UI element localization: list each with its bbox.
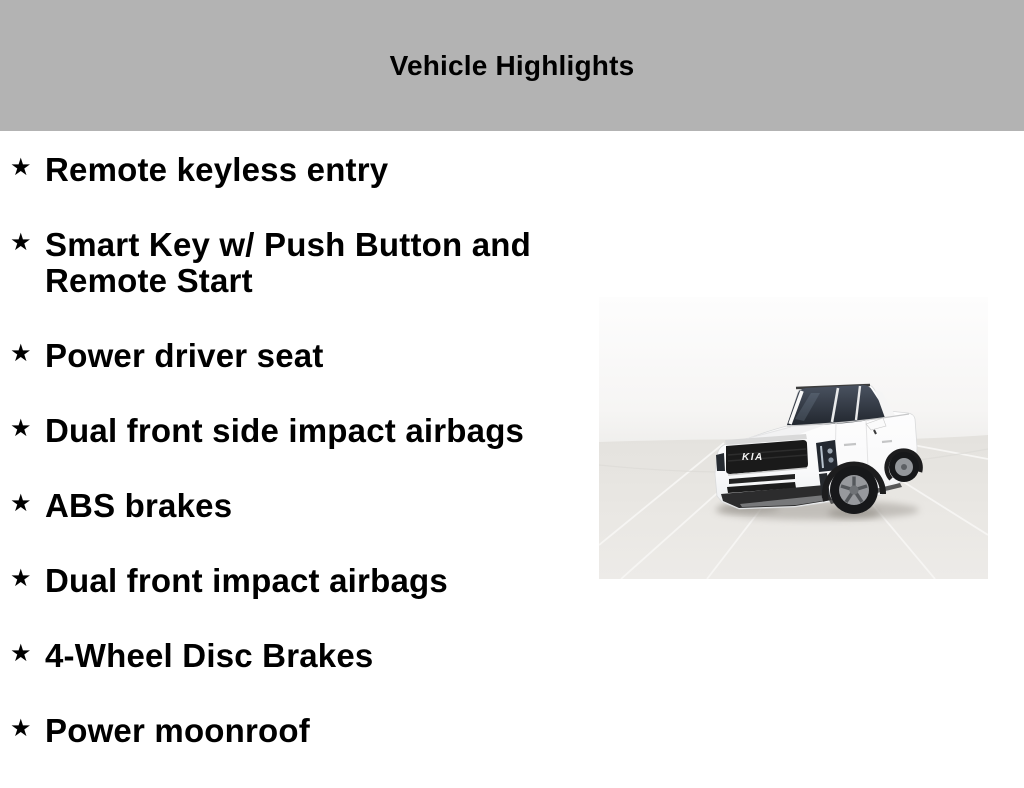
feature-item [10, 563, 610, 599]
star-icon: ★ [10, 564, 32, 592]
feature-label: Power driver seat [45, 337, 324, 374]
feature-list [10, 152, 610, 788]
star-icon: ★ [10, 414, 32, 442]
feature-label: 4-Wheel Disc Brakes [45, 637, 374, 674]
feature-item [10, 152, 610, 188]
feature-item [10, 227, 610, 299]
page-title: Vehicle Highlights [389, 49, 635, 81]
star-icon: ★ [10, 228, 32, 256]
feature-item [10, 338, 610, 374]
star-icon: ★ [10, 489, 32, 517]
feature-label: Dual front side impact airbags [45, 412, 525, 449]
feature-label: Remote keyless entry [45, 151, 389, 188]
star-icon: ★ [10, 153, 32, 181]
star-icon: ★ [10, 339, 32, 367]
kia-badge: KIA [742, 452, 764, 463]
feature-label: Power moonroof [45, 712, 310, 749]
feature-item [10, 413, 610, 449]
page-header [0, 0, 1024, 131]
vehicle-photo [599, 297, 988, 579]
feature-item [10, 713, 610, 749]
feature-item [10, 488, 610, 524]
feature-label: ABS brakes [45, 487, 233, 524]
feature-label: Dual front impact airbags [45, 562, 448, 599]
feature-item [10, 638, 610, 674]
star-icon: ★ [10, 639, 32, 667]
feature-label: Smart Key w/ Push Button and Remote Start [45, 226, 531, 299]
star-icon: ★ [10, 714, 32, 742]
kia-suv-illustration [599, 297, 988, 579]
